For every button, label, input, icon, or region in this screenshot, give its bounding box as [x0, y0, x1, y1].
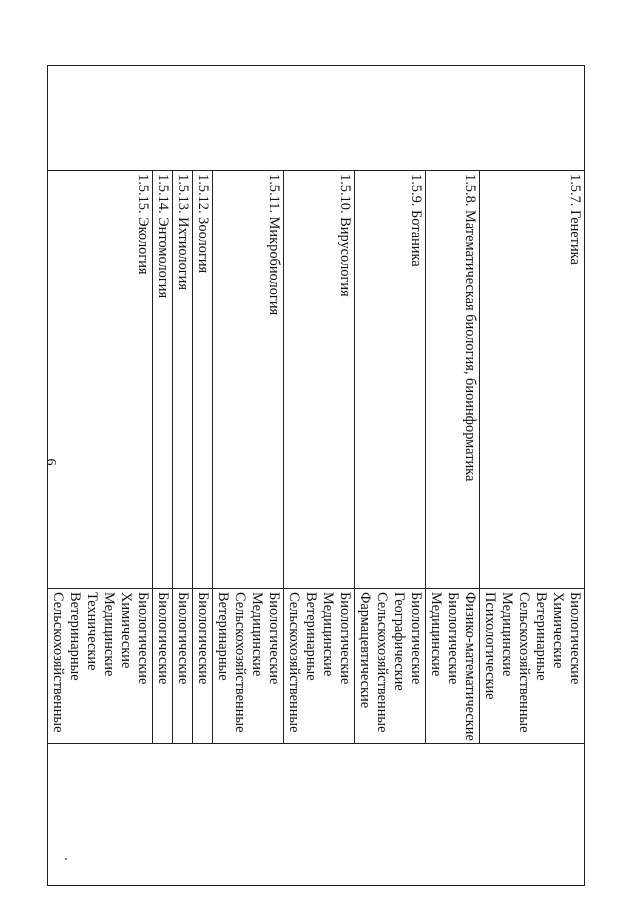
science-field: Сельскохозяйственные: [50, 592, 66, 733]
science-field: Биологические: [567, 592, 583, 685]
science-field: Ветеринарные: [533, 592, 549, 681]
specialty-cell: 1.5.13. Ихтиология: [173, 171, 193, 589]
science-field: Биологические: [337, 592, 353, 685]
specialty-cell: 1.5.10. Вирусология: [284, 171, 355, 589]
specialties-table: [47, 65, 585, 886]
science-field: Географические: [391, 592, 407, 691]
science-field: Физико-математические: [462, 592, 478, 741]
science-field: Сельскохозяйственные: [516, 592, 532, 733]
empty-right-cell: [48, 744, 585, 886]
table-row: [480, 66, 585, 886]
science-field: Медицинские: [428, 592, 444, 677]
science-field: Химические: [118, 592, 134, 669]
science-field: Химические: [550, 592, 566, 669]
rotated-table-wrapper: [50, 65, 585, 885]
specialty-cell: 1.5.12. Зоология: [193, 171, 213, 589]
science-field: Сельскохозяйственные: [286, 592, 302, 733]
fields-cell: [153, 589, 173, 744]
fields-cell: [173, 589, 193, 744]
science-field: Медицинские: [320, 592, 336, 677]
science-field: Фармацевтические: [357, 592, 373, 709]
fields-cell: [480, 589, 585, 744]
specialty-cell: 1.5.15. Экология: [48, 171, 153, 589]
fields-cell: [426, 589, 480, 744]
science-field: Биологические: [266, 592, 282, 685]
science-field: Биологические: [135, 592, 151, 685]
page-number: 6: [43, 458, 58, 466]
fields-cell: [213, 589, 284, 744]
science-field: Медицинские: [499, 592, 515, 677]
science-field: Ветеринарные: [215, 592, 231, 681]
specialty-cell: 1.5.9. Ботаника: [355, 171, 426, 589]
fields-cell: [193, 589, 213, 744]
science-field: Медицинские: [249, 592, 265, 677]
specialty-cell: 1.5.14. Энтомология: [153, 171, 173, 589]
science-field: Сельскохозяйственные: [374, 592, 390, 733]
science-field: Технические: [84, 592, 100, 671]
science-field: Биологические: [155, 592, 171, 685]
empty-left-cell: [48, 66, 585, 171]
fields-cell: [284, 589, 355, 744]
science-field: Биологические: [445, 592, 461, 685]
science-field: Ветеринарные: [303, 592, 319, 681]
science-field: Биологические: [175, 592, 191, 685]
science-field: Сельскохозяйственные: [232, 592, 248, 733]
science-field: Ветеринарные: [67, 592, 83, 681]
science-field: Биологические: [195, 592, 211, 685]
science-field: Психологические: [482, 592, 498, 700]
fields-cell: [355, 589, 426, 744]
specialty-cell: 1.5.8. Математическая биология, биоинформатика: [426, 171, 480, 589]
science-field: Биологические: [408, 592, 424, 685]
fields-cell: [48, 589, 153, 744]
science-field: Медицинские: [101, 592, 117, 677]
specialty-cell: 1.5.11. Микробиология: [213, 171, 284, 589]
table-body: [48, 66, 585, 886]
specialty-cell: 1.5.7. Генетика: [480, 171, 585, 589]
